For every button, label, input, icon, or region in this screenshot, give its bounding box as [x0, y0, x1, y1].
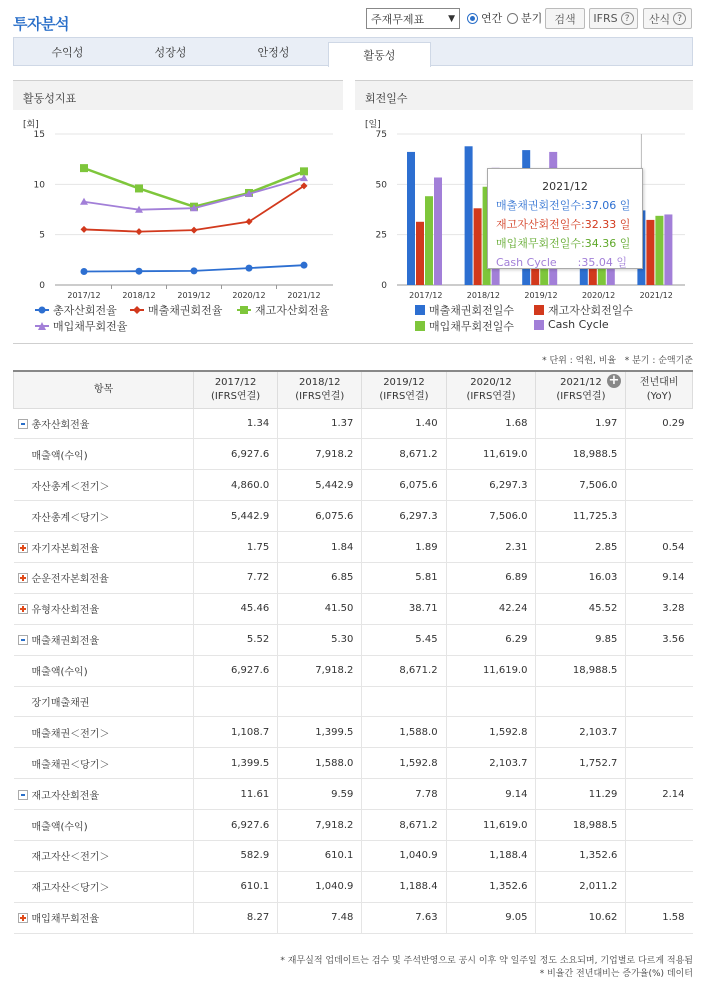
column-header: 2018/12 (IFRS연결) [278, 371, 362, 408]
legend-label: Cash Cycle [548, 318, 609, 331]
table-row [14, 871, 693, 902]
table-row [14, 439, 693, 470]
row-label[interactable] [14, 408, 194, 439]
radio-quarter-dot [507, 13, 518, 24]
table-cell: 18,988.5 [536, 439, 626, 470]
table-cell [536, 686, 626, 717]
bar[interactable] [425, 196, 433, 285]
row-label[interactable] [14, 532, 194, 563]
table-row [14, 686, 693, 717]
table-cell: 1.68 [446, 408, 536, 439]
row-label-text: 자산총계＜당기＞ [31, 512, 110, 524]
legend-marker [415, 321, 425, 331]
table-cell: 2.14 [626, 779, 693, 810]
row-label[interactable] [14, 562, 194, 593]
table-cell: 6.29 [446, 624, 536, 655]
table-cell: 9.14 [626, 562, 693, 593]
legend-marker [237, 305, 251, 315]
legend-label: 매출채권회전일수 [429, 304, 515, 317]
question-icon: ? [673, 12, 686, 25]
table-cell: 2.31 [446, 532, 536, 563]
legend-marker [35, 305, 49, 315]
legend-marker [534, 320, 544, 330]
ifrs-help-button[interactable] [589, 8, 638, 29]
formula-label: 산식 [648, 12, 671, 26]
x-tick-label: 2020/12 [581, 291, 616, 300]
table-cell: 1,399.5 [278, 717, 362, 748]
table-row [14, 532, 693, 563]
table-cell [626, 501, 693, 532]
row-label-text: 매출채권＜당기＞ [31, 759, 110, 771]
table-row [14, 408, 693, 439]
table-cell: 610.1 [194, 871, 278, 902]
table-cell: 7.48 [278, 902, 362, 933]
column-header: 2020/12 (IFRS연결) [446, 371, 536, 408]
table-cell: 16.03 [536, 562, 626, 593]
legend-marker [534, 305, 544, 315]
table-cell [626, 810, 693, 841]
table-header-row [14, 371, 693, 408]
collapse-icon[interactable] [18, 790, 28, 800]
x-tick-label: 2021/12 [287, 291, 321, 300]
table-cell [626, 470, 693, 501]
expand-icon[interactable] [18, 604, 28, 614]
data-point[interactable] [136, 228, 143, 235]
column-header: 항목 [14, 371, 194, 408]
chevron-down-icon: ▼ [448, 13, 455, 24]
table-cell [446, 686, 536, 717]
table-cell: 18,988.5 [536, 655, 626, 686]
expand-icon[interactable] [18, 913, 28, 923]
table-cell: 2.85 [536, 532, 626, 563]
data-point[interactable] [246, 265, 253, 272]
data-point[interactable] [191, 267, 198, 274]
table-cell: 7.78 [362, 779, 446, 810]
legend-marker [415, 305, 425, 315]
legend-label: 총자산회전율 [53, 304, 117, 317]
y-unit: [일] [365, 120, 381, 130]
table-cell: 5.81 [362, 562, 446, 593]
table-cell: 9.05 [446, 902, 536, 933]
expand-icon[interactable] [18, 573, 28, 583]
row-label [14, 717, 194, 748]
formula-help-button[interactable] [643, 8, 692, 29]
y-tick-label: 25 [375, 230, 387, 241]
table-cell: 6,927.6 [194, 810, 278, 841]
add-column-icon[interactable]: + [608, 373, 620, 388]
y-tick-label: 50 [375, 180, 387, 191]
table-cell [626, 871, 693, 902]
table-cell: 1.37 [278, 408, 362, 439]
legend-label: 매출채권회전율 [148, 304, 223, 317]
statement-select[interactable] [366, 8, 460, 29]
legend-item-1[interactable] [415, 302, 514, 318]
x-tick-label: 2017/12 [409, 291, 443, 300]
table-cell: 1,040.9 [278, 871, 362, 902]
tooltip-line: 매입채무회전일수:34.36 일 [496, 237, 631, 250]
radio-annual-label: 연간 [481, 12, 503, 25]
table-cell [626, 655, 693, 686]
table-cell: 2,103.7 [536, 717, 626, 748]
table-cell: 6.85 [278, 562, 362, 593]
radio-annual-dot [467, 13, 478, 24]
table-cell: 9.59 [278, 779, 362, 810]
table-cell [278, 686, 362, 717]
table-body [14, 408, 693, 933]
data-point[interactable] [81, 226, 88, 233]
legend-item-4[interactable] [35, 318, 127, 334]
column-header: 2017/12 (IFRS연결) [194, 371, 278, 408]
tab-activity[interactable]: 활동성 [328, 42, 431, 67]
table-cell: 0.54 [626, 532, 693, 563]
y-tick-label: 0 [39, 281, 45, 291]
table-cell: 1,592.8 [446, 717, 536, 748]
table-cell: 6,075.6 [278, 501, 362, 532]
data-point[interactable] [136, 268, 143, 275]
data-point[interactable] [81, 268, 88, 275]
table-cell [626, 840, 693, 871]
table-cell: 0.29 [626, 408, 693, 439]
row-label [14, 871, 194, 902]
table-row [14, 470, 693, 501]
row-label-text: 순운전자본회전율 [31, 574, 109, 586]
table-cell: 1.58 [626, 902, 693, 933]
y-tick-label: 75 [375, 130, 387, 140]
table-cell: 11,725.3 [536, 501, 626, 532]
table-cell: 1,352.6 [536, 840, 626, 871]
table-cell: 42.24 [446, 593, 536, 624]
table-cell [194, 686, 278, 717]
table-cell: 8,671.2 [362, 810, 446, 841]
bar[interactable] [465, 146, 473, 285]
row-label[interactable] [14, 779, 194, 810]
row-label-text: 매출액(수익) [31, 450, 88, 462]
table-cell: 5,442.9 [194, 501, 278, 532]
table-cell: 8,671.2 [362, 655, 446, 686]
tab-stability[interactable]: 안정성 [257, 46, 290, 59]
activity-table [13, 370, 693, 934]
table-cell: 9.85 [536, 624, 626, 655]
table-cell: 2,103.7 [446, 748, 536, 779]
row-label [14, 501, 194, 532]
panel-divider [13, 343, 693, 344]
table-cell: 7,918.2 [278, 810, 362, 841]
legend-item-2[interactable] [534, 302, 633, 318]
question-icon: ? [621, 12, 634, 25]
row-label-text: 유형자산회전율 [31, 605, 100, 617]
row-label-text: 매출채권＜전기＞ [31, 728, 110, 740]
search-button[interactable]: 검색 [545, 8, 585, 29]
table-cell: 1,592.8 [362, 748, 446, 779]
table-cell: 18,988.5 [536, 810, 626, 841]
collapse-icon[interactable] [18, 635, 28, 645]
legend-label: 매입채무회전일수 [429, 320, 515, 333]
y-tick-label: 5 [39, 230, 45, 241]
legend-marker [130, 305, 144, 315]
table-cell: 2,011.2 [536, 871, 626, 902]
table-cell [626, 717, 693, 748]
table-cell: 582.9 [194, 840, 278, 871]
page-title: 투자분석 [13, 15, 69, 33]
table-cell [626, 686, 693, 717]
legend-label: 매입채무회전율 [53, 320, 128, 333]
row-label [14, 470, 194, 501]
bar[interactable] [416, 222, 424, 285]
table-cell: 8,671.2 [362, 439, 446, 470]
table-cell [362, 686, 446, 717]
row-label-text: 매출액(수익) [31, 667, 88, 679]
row-label [14, 810, 194, 841]
table-cell: 45.52 [536, 593, 626, 624]
table-cell: 7,918.2 [278, 655, 362, 686]
footnote-2: * 비율간 전년대비는 증가율(%) 데이터 [539, 969, 693, 979]
select-value: 주재무제표 [371, 12, 425, 26]
tooltip-title: 2021/12 [542, 180, 588, 193]
legend-item-4[interactable] [534, 318, 609, 331]
table-cell: 7,918.2 [278, 439, 362, 470]
tooltip-line: 매출채권회전일수:37.06 일 [496, 199, 631, 212]
row-label-text: 매입채무회전율 [31, 914, 100, 926]
x-tick-label: 2017/12 [67, 291, 101, 300]
x-tick-label: 2020/12 [232, 291, 266, 300]
ifrs-label: IFRS [593, 12, 618, 25]
table-row [14, 562, 693, 593]
bar[interactable] [434, 177, 442, 285]
table-cell: 5.30 [278, 624, 362, 655]
column-header: 2021/12 (IFRS연결) [536, 371, 626, 408]
table-cell: 6,927.6 [194, 655, 278, 686]
table-cell: 41.50 [278, 593, 362, 624]
table-cell: 11,619.0 [446, 655, 536, 686]
bar[interactable] [655, 216, 663, 285]
table-row [14, 810, 693, 841]
data-point[interactable] [301, 262, 308, 269]
collapse-icon[interactable] [18, 419, 28, 429]
table-cell: 11,619.0 [446, 810, 536, 841]
table-row [14, 840, 693, 871]
y-tick-label: 10 [33, 180, 45, 191]
row-label-text: 장기매출채권 [31, 697, 90, 709]
table-cell: 1.97 [536, 408, 626, 439]
panel-header-activity: 활동성지표 [13, 80, 343, 110]
table-cell: 1,188.4 [362, 871, 446, 902]
row-label [14, 686, 194, 717]
table-cell: 1,188.4 [446, 840, 536, 871]
row-label-text: 총자산회전율 [31, 419, 90, 431]
table-cell: 1.89 [362, 532, 446, 563]
legend-label: 재고자산회전율 [255, 304, 330, 317]
chart-tooltip [487, 168, 643, 269]
table-cell: 1,108.7 [194, 717, 278, 748]
row-label [14, 655, 194, 686]
row-label-text: 재고자산＜당기＞ [31, 883, 110, 895]
row-label-text: 자산총계＜전기＞ [31, 481, 110, 493]
table-row [14, 748, 693, 779]
table-row [14, 655, 693, 686]
table-cell: 1,752.7 [536, 748, 626, 779]
bar[interactable] [646, 220, 654, 285]
row-label-text: 재고자산회전율 [31, 790, 100, 802]
table-cell: 3.56 [626, 624, 693, 655]
x-tick-label: 2019/12 [524, 291, 558, 300]
radio-annual[interactable] [467, 10, 502, 26]
table-cell: 11.29 [536, 779, 626, 810]
table-cell: 5.52 [194, 624, 278, 655]
row-label-text: 자기자본회전율 [31, 543, 100, 555]
radio-quarter-label: 분기 [521, 12, 543, 25]
row-label[interactable] [14, 593, 194, 624]
data-point[interactable] [80, 164, 88, 172]
table-cell: 6,297.3 [362, 501, 446, 532]
panel-header-turnover-days: 회전일수 [355, 80, 693, 110]
row-label-text: 매출채권회전율 [31, 636, 100, 648]
table-cell: 7,506.0 [536, 470, 626, 501]
table-cell: 3.28 [626, 593, 693, 624]
table-cell: 1.40 [362, 408, 446, 439]
table-cell: 7.72 [194, 562, 278, 593]
table-cell: 610.1 [278, 840, 362, 871]
legend-item-2[interactable] [130, 302, 222, 318]
y-tick-label: 15 [33, 130, 45, 140]
table-cell: 45.46 [194, 593, 278, 624]
table-cell: 1,399.5 [194, 748, 278, 779]
row-label [14, 748, 194, 779]
table-cell: 6,927.6 [194, 439, 278, 470]
legend-item-1[interactable] [35, 302, 117, 318]
table-cell: 5.45 [362, 624, 446, 655]
table-cell: 5,442.9 [278, 470, 362, 501]
table-row [14, 902, 693, 933]
radio-quarter[interactable] [507, 10, 542, 26]
tooltip-line: Cash Cycle :35.04 일 [496, 256, 627, 269]
y-tick-label: 0 [381, 281, 387, 291]
data-point[interactable] [191, 227, 198, 234]
table-row [14, 501, 693, 532]
table-cell: 9.14 [446, 779, 536, 810]
table-cell [626, 748, 693, 779]
table-cell: 1.75 [194, 532, 278, 563]
legend-marker [35, 321, 49, 331]
tab-growth[interactable]: 성장성 [154, 46, 187, 59]
footnote-1: * 재무실적 업데이트는 검수 및 주석반영으로 공시 이후 약 일주일 정도 소요되며, 기업별로 다르게 적용됨 [280, 956, 693, 966]
table-cell: 8.27 [194, 902, 278, 933]
column-header: 전년대비 (YoY) [626, 371, 693, 408]
table-cell: 1.84 [278, 532, 362, 563]
table-cell: 10.62 [536, 902, 626, 933]
legend-item-3[interactable] [237, 302, 329, 318]
legend-label: 재고자산회전일수 [548, 304, 634, 317]
category-tabs [13, 37, 693, 66]
table-cell: 1,588.0 [362, 717, 446, 748]
bar[interactable] [664, 214, 672, 285]
data-point[interactable] [135, 184, 143, 192]
unit-note [440, 353, 693, 366]
table-cell: 38.71 [362, 593, 446, 624]
table-row [14, 624, 693, 655]
row-label-text: 매출액(수익) [31, 821, 88, 833]
x-tick-label: 2019/12 [177, 291, 211, 300]
unit-note-text: * 단위 : 억원, 비율 [542, 356, 617, 366]
y-unit: [회] [23, 120, 39, 130]
table-cell: 11,619.0 [446, 439, 536, 470]
table-cell: 1,040.9 [362, 840, 446, 871]
table-cell: 6,297.3 [446, 470, 536, 501]
basis-note-text: * 분기 : 순액기준 [624, 356, 693, 366]
row-label[interactable] [14, 624, 194, 655]
x-tick-label: 2018/12 [122, 291, 156, 300]
x-tick-label: 2018/12 [466, 291, 501, 300]
row-label[interactable] [14, 902, 194, 933]
row-label [14, 840, 194, 871]
table-cell: 1,352.6 [446, 871, 536, 902]
tab-profitability[interactable]: 수익성 [51, 46, 84, 59]
table-cell: 4,860.0 [194, 470, 278, 501]
table-cell: 11.61 [194, 779, 278, 810]
x-tick-label: 2021/12 [639, 291, 673, 300]
tooltip-line: 재고자산회전일수:32.33 일 [496, 218, 631, 231]
table-cell: 7.63 [362, 902, 446, 933]
bar[interactable] [407, 152, 415, 285]
table-cell: 6.89 [446, 562, 536, 593]
table-row [14, 779, 693, 810]
table-cell: 1.34 [194, 408, 278, 439]
table-row [14, 593, 693, 624]
row-label-text: 재고자산＜전기＞ [31, 852, 110, 864]
table-cell [626, 439, 693, 470]
table-row [14, 717, 693, 748]
table-cell: 6,075.6 [362, 470, 446, 501]
column-header: 2019/12 (IFRS연결) [362, 371, 446, 408]
bar[interactable] [474, 208, 482, 285]
table-cell: 7,506.0 [446, 501, 536, 532]
expand-icon[interactable] [18, 543, 28, 553]
table-cell: 1,588.0 [278, 748, 362, 779]
legend-item-3[interactable] [415, 318, 514, 334]
row-label [14, 439, 194, 470]
